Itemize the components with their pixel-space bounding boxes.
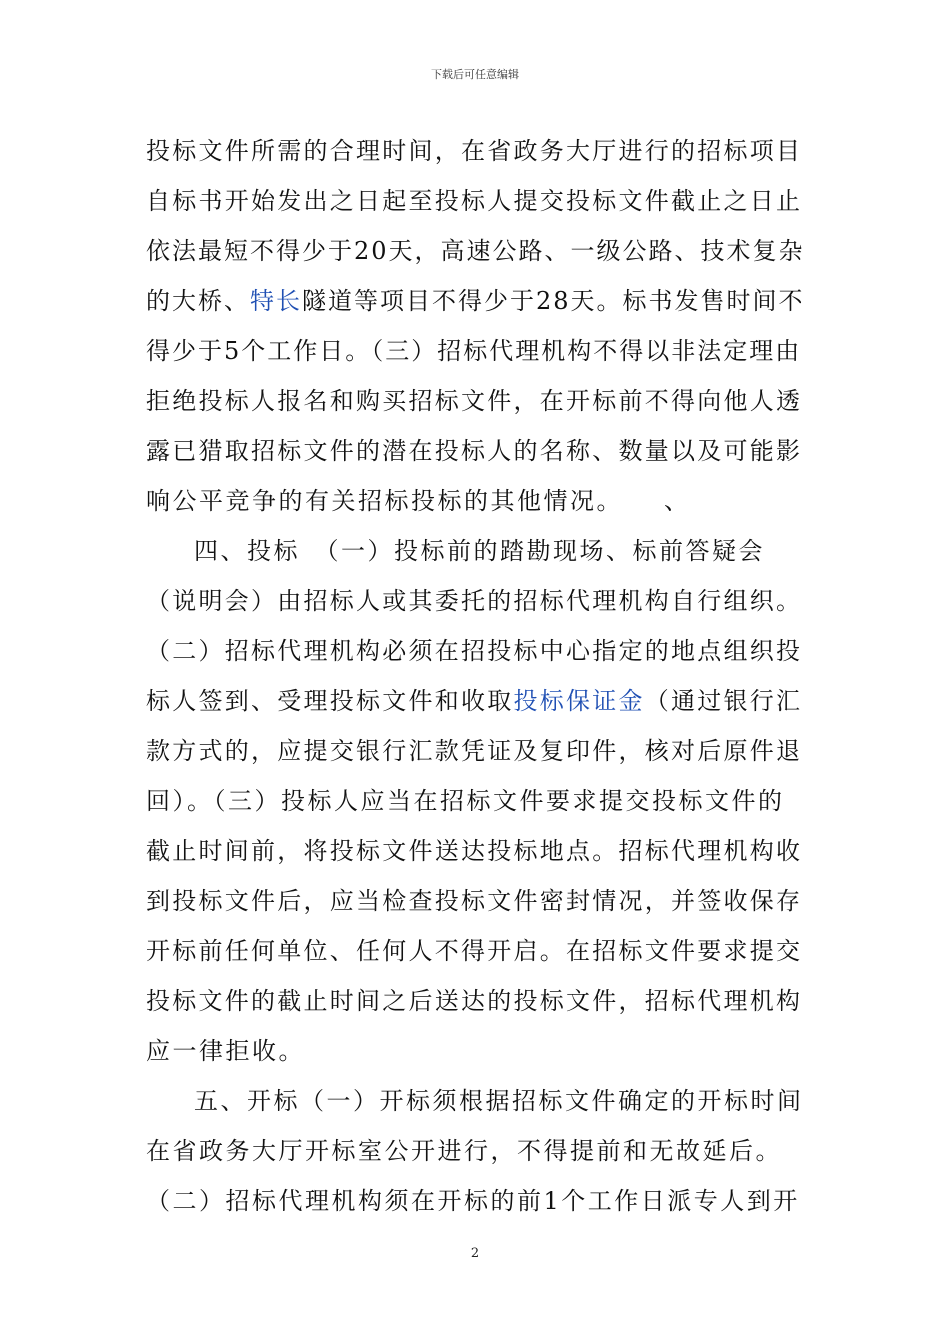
text-segment: 投标文件的截止时间之后送达的投标文件，招标代理机构 (146, 987, 803, 1015)
text-segment: 五、开标（一）开标须根据招标文件确定的开标时间 (194, 1087, 804, 1115)
text-segment: 标人签到、受理投标文件和收取 (146, 687, 514, 715)
text-segment: （二）招标代理机构必须在招投标中心指定的地点组织投 (146, 637, 803, 665)
text-segment: 回）。（三）投标人应当在招标文件要求提交投标文件的 (146, 787, 785, 815)
text-segment: 截止时间前，将投标文件送达投标地点。招标代理机构收 (146, 837, 803, 865)
text-line (146, 436, 802, 466)
text-segment: 依法最短不得少于20天，高速公路、一级公路、技术复杂 (146, 237, 805, 265)
text-line (146, 636, 802, 666)
text-segment: 响公平竞争的有关招标投标的其他情况。 、 (146, 487, 691, 515)
text-line (146, 236, 805, 266)
keyword-link[interactable]: 投标保证金 (513, 687, 645, 715)
text-segment: 款方式的，应提交银行汇款凭证及复印件，核对后原件退 (146, 737, 803, 765)
text-line (194, 536, 765, 566)
page-header: 下载后可任意编辑 (431, 68, 519, 81)
text-line (146, 1186, 800, 1216)
text-line (194, 1086, 804, 1116)
text-line (146, 486, 691, 516)
text-line (146, 936, 802, 966)
page-number: 2 (470, 1246, 480, 1261)
text-segment: 露已猎取招标文件的潜在投标人的名称、数量以及可能影 (146, 437, 803, 465)
text-segment: 在省政务大厅开标室公开进行，不得提前和无故延后。 (146, 1137, 782, 1165)
text-line (146, 686, 802, 716)
text-line (146, 586, 802, 616)
text-segment: 得少于5个工作日。（三）招标代理机构不得以非法定理由 (146, 337, 802, 365)
text-line (146, 336, 801, 366)
text-line (146, 736, 802, 766)
text-line (146, 1036, 305, 1066)
text-segment: （通过银行汇 (644, 687, 803, 715)
text-segment: 应一律拒收。 (146, 1037, 305, 1065)
text-line (146, 386, 802, 416)
text-line (146, 286, 805, 316)
text-segment: 自标书开始发出之日起至投标人提交投标文件截止之日止 (146, 187, 803, 215)
text-segment: （说明会）由招标人或其委托的招标代理机构自行组织。 (146, 587, 803, 615)
text-segment: 投标文件所需的合理时间，在省政务大厅进行的招标项目 (146, 137, 803, 165)
text-segment: 的大桥、 (146, 287, 250, 315)
text-segment: 隧道等项目不得少于28天。标书发售时间不 (302, 287, 805, 315)
text-segment: 拒绝投标人报名和购买招标文件，在开标前不得向他人透 (146, 387, 803, 415)
text-line (146, 836, 802, 866)
text-line (146, 186, 802, 216)
keyword-link[interactable]: 特长 (250, 287, 302, 315)
text-segment: 四、投标 （一）投标前的踏勘现场、标前答疑会 (194, 537, 765, 565)
text-line (146, 1136, 782, 1166)
text-line (146, 986, 802, 1016)
text-segment: （二）招标代理机构须在开标的前1个工作日派专人到开 (146, 1187, 800, 1215)
text-segment: 到投标文件后，应当检查投标文件密封情况，并签收保存 (146, 887, 803, 915)
text-line (146, 136, 802, 166)
text-segment: 开标前任何单位、任何人不得开启。在招标文件要求提交 (146, 937, 803, 965)
text-line (146, 886, 802, 916)
text-line (146, 786, 785, 816)
